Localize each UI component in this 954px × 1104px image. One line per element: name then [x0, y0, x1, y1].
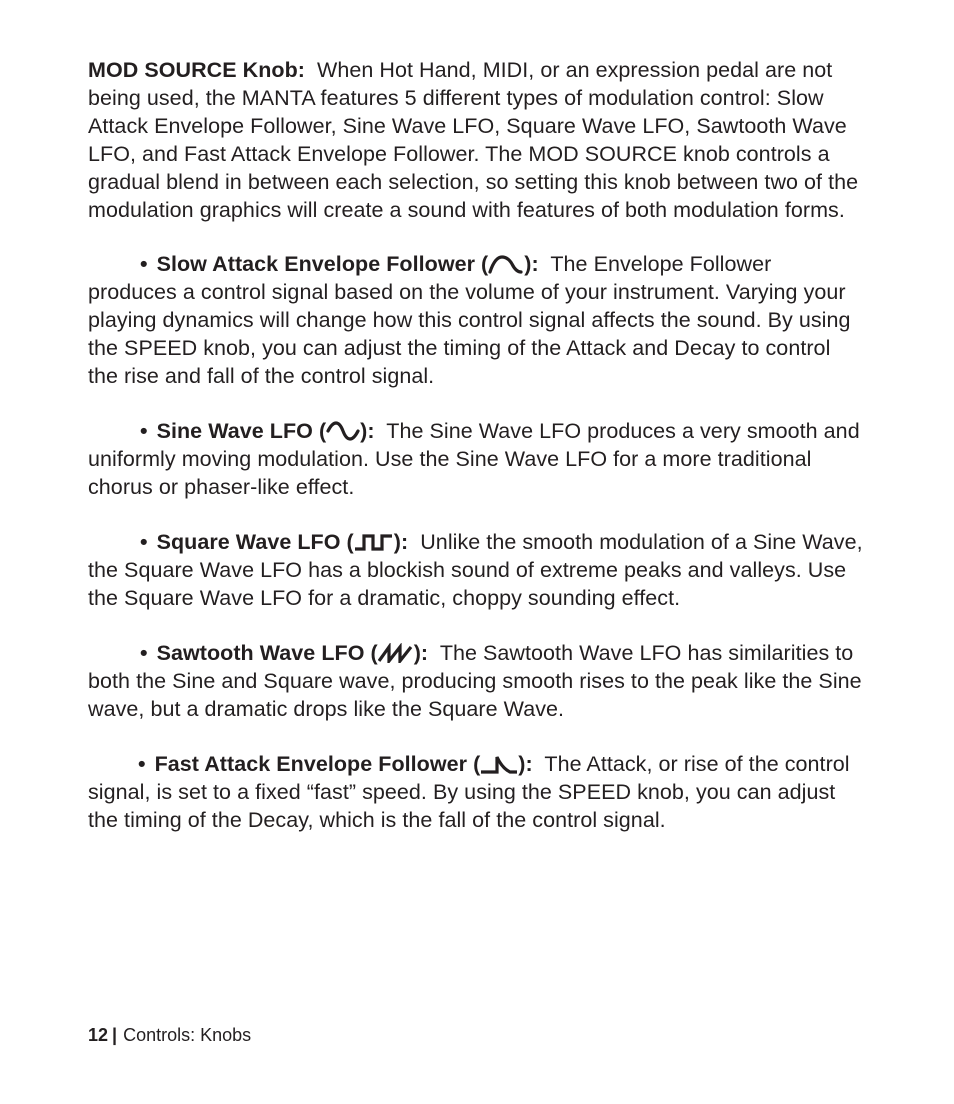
bullet-text: The Envelope Follower produces a control signal based on the volume of your instrument. Varying your playing dynamics will change how this control signal affects the sound. By using the SPEED knob, you can adjust the timing of the Attack and Decay to control the rise and fall of the control signal.	[88, 252, 851, 388]
intro-text: When Hot Hand, MIDI, or an expression pedal are not being used, the MANTA features 5 different types of modulation control: Slow Attack Envelope Follower, Sine Wave LFO, Square Wave LFO, Sawtooth Wave LFO, and Fast Attack Envelope Follower. The MOD SOURCE knob controls a gradual blend in between each selection, so setting this knob between two of the modulation graphics will create a sound with features of both modulation forms.	[88, 58, 859, 222]
footer-separator: |	[112, 1025, 118, 1045]
slow-attack-envelope-icon	[488, 254, 524, 274]
footer-section: Controls: Knobs	[123, 1025, 252, 1045]
bullet-close: ):	[413, 641, 429, 665]
bullet-text: Unlike the smooth modulation of a Sine Wave, the Square Wave LFO has a blockish sound of extreme peaks and valleys. Use the Square Wave LFO for a dramatic, choppy sounding effect.	[88, 530, 863, 610]
bullet-close: ):	[393, 530, 409, 554]
bullet-fast-attack	[88, 750, 864, 834]
sawtooth-wave-icon	[378, 643, 414, 663]
intro-paragraph	[88, 56, 864, 224]
bullet-sine-wave	[88, 417, 864, 501]
square-wave-icon	[354, 532, 394, 552]
bullet-dot: •	[138, 752, 146, 776]
bullet-text: The Sine Wave LFO produces a very smooth and uniformly moving modulation. Use the Sine Wave LFO for a more traditional chorus or phaser-like effect.	[88, 419, 860, 499]
bullet-label: Sine Wave LFO (	[156, 419, 327, 443]
bullet-slow-attack	[88, 250, 864, 390]
bullet-close: ):	[524, 252, 539, 276]
bullet-dot: •	[140, 641, 148, 665]
page-number: 12	[88, 1025, 109, 1045]
bullet-sawtooth-wave	[88, 639, 864, 723]
bullet-text: The Attack, or rise of the control signal, is set to a fixed “fast” speed. By using the SPEED knob, you can adjust the timing of the Decay, which is the fall of the control signal.	[88, 752, 850, 832]
bullet-close: ):	[360, 419, 375, 443]
bullet-dot: •	[140, 419, 148, 443]
bullet-label: Slow Attack Envelope Follower (	[156, 252, 489, 276]
page-footer	[88, 1024, 251, 1046]
bullet-dot: •	[140, 530, 148, 554]
page-content	[88, 56, 864, 861]
bullet-close: ):	[518, 752, 533, 776]
bullet-square-wave	[88, 528, 864, 612]
bullet-label: Square Wave LFO (	[156, 530, 354, 554]
sine-wave-icon	[326, 421, 360, 441]
bullet-label: Sawtooth Wave LFO (	[156, 641, 378, 665]
bullet-label: Fast Attack Envelope Follower (	[154, 752, 481, 776]
bullet-dot: •	[140, 252, 148, 276]
bullet-text: The Sawtooth Wave LFO has similarities to both the Sine and Square wave, producing smooth rises to the peak like the Sine wave, but a dramatic drops like the Square Wave.	[88, 641, 862, 721]
intro-heading: MOD SOURCE Knob:	[88, 58, 305, 82]
fast-attack-envelope-icon	[480, 754, 518, 774]
